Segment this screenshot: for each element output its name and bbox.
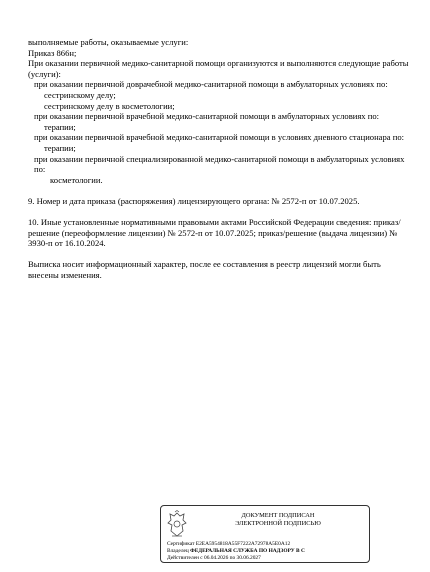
text-line: терапии; — [44, 142, 76, 153]
document-body — [28, 37, 413, 281]
text-line: При оказании первичной медико-санитарной помощи организуются и выполняются следующие работы (услуги): — [28, 58, 409, 79]
item-9: 9. Номер и дата приказа (распоряжения) лицензирующего органа: № 2572-п от 10.07.2025. — [28, 195, 360, 206]
text-line: Приказ 866н; — [28, 47, 77, 58]
coat-of-arms-icon — [166, 510, 188, 540]
owner-line: Владелец ФЕДЕРАЛЬНАЯ СЛУЖБА ПО НАДЗОРУ В С — [167, 548, 305, 554]
text-line: сестринскому делу; — [44, 89, 116, 100]
disclaimer-note: Выписка носит информационный характер, после ее составления в реестр лицензий могли быть внесены изменения. — [28, 259, 381, 281]
text-line: при оказании первичной врачебной медико-санитарной помощи в условиях дневного стационара по: — [34, 132, 405, 143]
validity-line: Действителен с 06.04.2026 по 30.06.2027 — [167, 555, 261, 561]
certificate-line: Сертификат E2EA5954818A55F7222A72978A5E0A12 — [167, 541, 291, 547]
text-line: терапии; — [44, 121, 76, 132]
electronic-signature-stamp — [160, 505, 370, 563]
text-line: косметологии. — [50, 174, 103, 185]
text-line: при оказании первичной врачебной медико-санитарной помощи в амбулаторных условиях по: — [34, 111, 380, 122]
text-line: сестринскому делу в косметологии; — [44, 100, 175, 111]
item-10: 10. Иные установленные нормативными правовыми актами Российской Федерации сведения: приказ/решение (переоформление лицензии) № 2572-п от 10.07.2025; приказ/решение (выдача лицензии) № 3930-п от 16.10.2024. — [28, 217, 401, 249]
stamp-title: ДОКУМЕНТ ПОДПИСАН ЭЛЕКТРОННОЙ ПОДПИСЬЮ — [235, 512, 321, 527]
text-line: выполняемые работы, оказываемые услуги: — [28, 37, 189, 47]
text-line: при оказании первичной специализированной медико-санитарной помощи в амбулаторных условиях по: — [34, 153, 405, 175]
text-line: при оказании первичной доврачебной медико-санитарной помощи в амбулаторных условиях по: — [34, 79, 388, 90]
